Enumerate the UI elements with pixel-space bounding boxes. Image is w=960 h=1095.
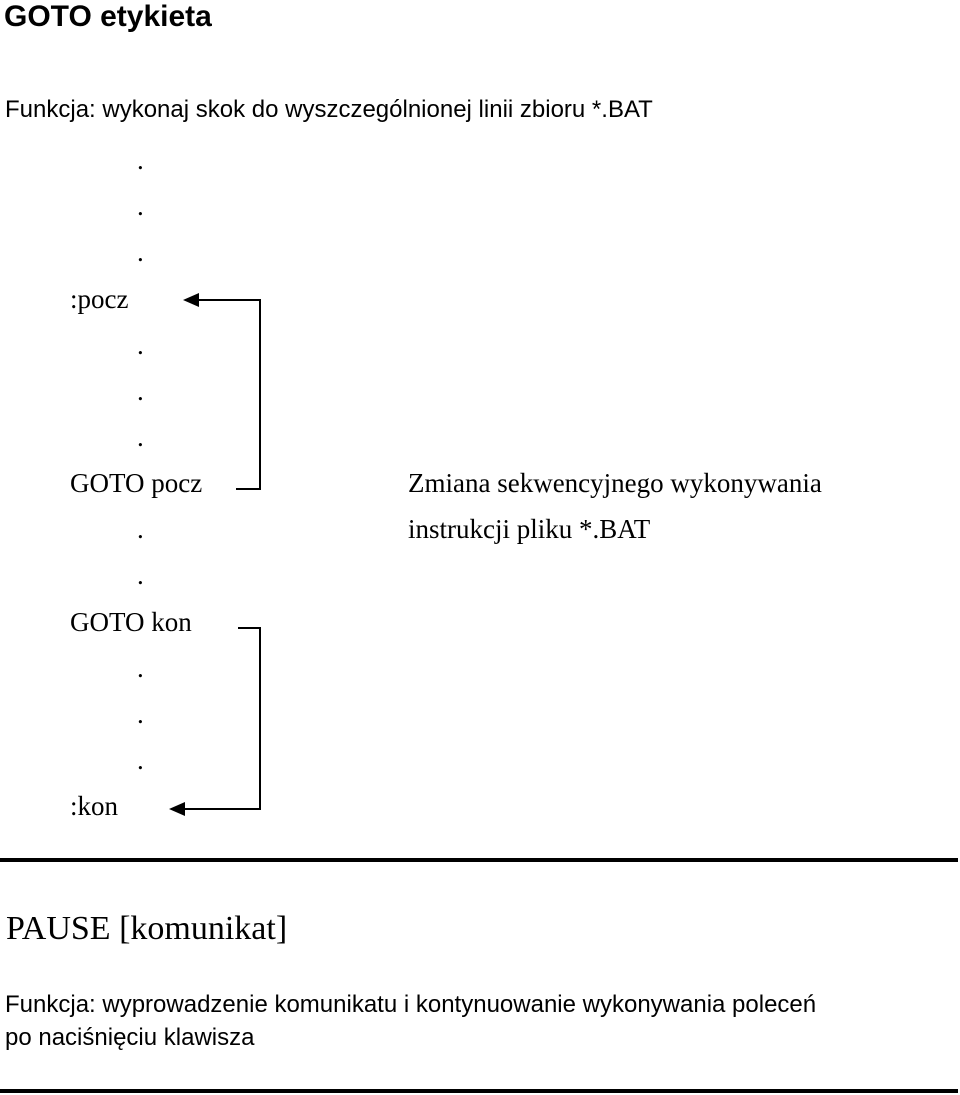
pause-title: PAUSE [komunikat] [6,910,288,947]
goto-kon-command: GOTO kon [70,607,192,637]
goto-description: Funkcja: wykonaj skok do wyszczególnionej linii zbioru *.BAT [5,96,653,123]
ellipsis-dot: . [137,376,144,406]
goto-title: GOTO etykieta [4,0,212,33]
ellipsis-dot: . [137,145,144,175]
ellipsis-dot: . [137,514,144,544]
label-pocz: :pocz [70,284,129,314]
bottom-divider [0,1089,958,1093]
ellipsis-dot: . [137,653,144,683]
pause-description-line-2: po naciśnięciu klawisza [5,1024,255,1051]
ellipsis-dot: . [137,699,144,729]
goto-pocz-command: GOTO pocz [70,468,203,498]
label-kon: :kon [70,791,119,821]
note-line-1: Zmiana sekwencyjnego wykonywania [408,468,822,498]
ellipsis-dot: . [137,745,144,775]
arrow-head-icon [169,802,185,816]
note-line-2: instrukcji pliku *.BAT [408,514,651,544]
ellipsis-dot: . [137,560,144,590]
ellipsis-dot: . [137,422,144,452]
ellipsis-dot: . [137,330,144,360]
pause-description-line-1: Funkcja: wyprowadzenie komunikatu i kontynuowanie wykonywania poleceń [5,991,817,1018]
section-divider [0,858,958,862]
ellipsis-dot: . [137,237,144,267]
ellipsis-dot: . [137,191,144,221]
jump-back-arrow [198,300,260,489]
arrow-head-icon [183,293,199,307]
jump-forward-arrow [184,628,260,809]
